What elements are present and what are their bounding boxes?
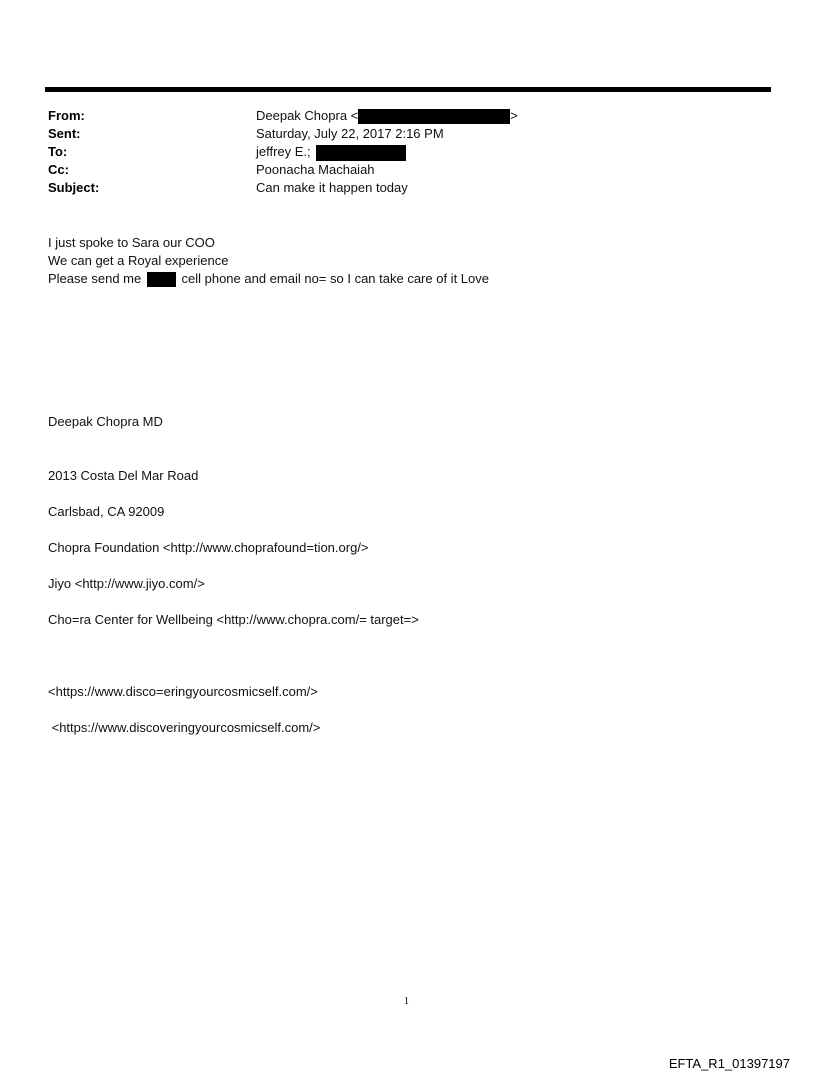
from-label: From: (48, 108, 85, 123)
sent-value: Saturday, July 22, 2017 2:16 PM (256, 126, 444, 141)
signature-address-city: Carlsbad, CA 92009 (48, 504, 165, 519)
body-line-suffix: cell phone and email no= so I can take care of it Love (181, 271, 489, 286)
sent-label: Sent: (48, 126, 81, 141)
body-line-prefix: Please send me (48, 271, 142, 286)
body-line (48, 270, 489, 288)
sent-row (48, 125, 748, 143)
to-row (48, 143, 748, 161)
page-number: 1 (404, 996, 409, 1007)
header-divider (45, 87, 771, 92)
signature-name: Deepak Chopra MD (48, 414, 163, 429)
document-id: EFTA_R1_01397197 (668, 1056, 790, 1071)
signature-link-foundation: Chopra Foundation <http://www.choprafound=tion.org/> (48, 540, 369, 555)
to-recipient: jeffrey E.; (256, 144, 311, 159)
from-value (256, 107, 518, 125)
subject-value: Can make it happen today (256, 180, 408, 195)
from-row (48, 107, 748, 125)
body-line: I just spoke to Sara our COO (48, 235, 215, 250)
to-value (256, 143, 406, 161)
subject-row (48, 179, 748, 197)
signature-link-jiyo: Jiyo <http://www.jiyo.com/> (48, 576, 205, 591)
subject-label: Subject: (48, 180, 100, 195)
to-label: To: (48, 144, 68, 159)
signature-link-cosmicself: <https://www.disco=eringyourcosmicself.com/> (48, 684, 318, 699)
signature-link-center: Cho=ra Center for Wellbeing <http://www.chopra.com/= target=> (48, 612, 419, 627)
signature-address-street: 2013 Costa Del Mar Road (48, 468, 199, 483)
cc-row (48, 161, 748, 179)
redaction-box (147, 272, 176, 287)
signature-link-cosmicself: <https://www.discoveringyourcosmicself.com/> (48, 720, 321, 735)
redaction-box (358, 109, 510, 124)
from-sender-name: Deepak Chopra < (256, 108, 359, 123)
cc-label: Cc: (48, 162, 69, 177)
redaction-box (316, 145, 406, 161)
cc-value: Poonacha Machaiah (256, 162, 375, 177)
body-line: We can get a Royal experience (48, 253, 229, 268)
from-close-bracket: > (510, 108, 518, 123)
